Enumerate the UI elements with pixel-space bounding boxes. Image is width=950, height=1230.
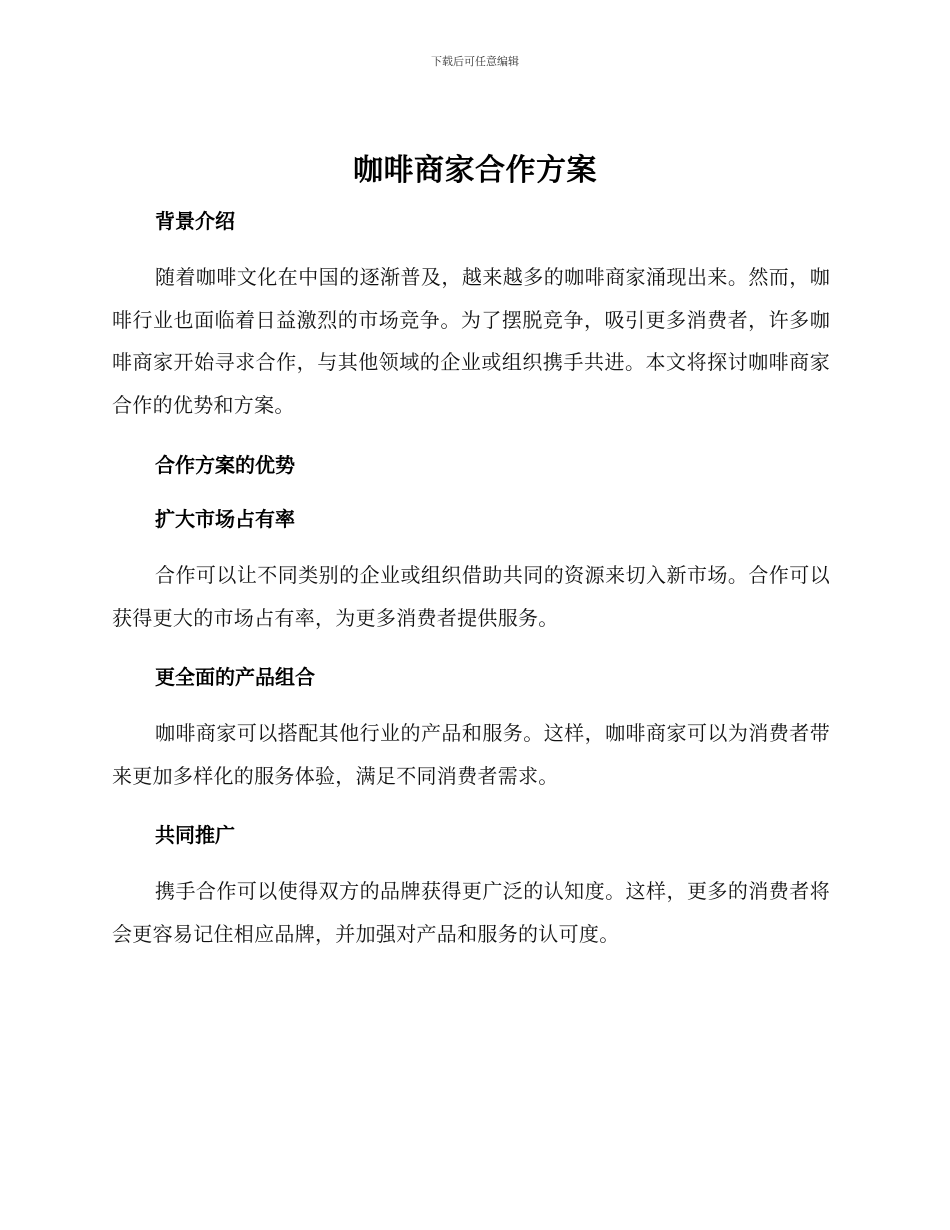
document-title: 咖啡商家合作方案 <box>353 153 597 188</box>
section-heading-background: 背景介绍 <box>155 209 235 233</box>
section-heading-market-share: 扩大市场占有率 <box>155 507 295 531</box>
section-paragraph-market-share: 合作可以让不同类别的企业或组织借助共同的资源来切入新市场。合作可以获得更大的市场占有率，为更多消费者提供服务。 <box>112 563 830 630</box>
section-heading-product-mix: 更全面的产品组合 <box>155 665 315 689</box>
document-body <box>112 200 830 955</box>
section-heading-advantages: 合作方案的优势 <box>155 453 295 477</box>
section-paragraph-background: 随着咖啡文化在中国的逐渐普及，越来越多的咖啡商家涌现出来。然而，咖啡行业也面临着日益激烈的市场竞争。为了摆脱竞争，吸引更多消费者，许多咖啡商家开始寻求合作，与其他领域的企业或组织携手共进。本文将探讨咖啡商家合作的优势和方案。 <box>112 265 830 417</box>
section-paragraph-product-mix: 咖啡商家可以搭配其他行业的产品和服务。这样，咖啡商家可以为消费者带来更加多样化的服务体验，满足不同消费者需求。 <box>112 721 830 788</box>
section-paragraph-co-promotion: 携手合作可以使得双方的品牌获得更广泛的认知度。这样，更多的消费者将会更容易记住相应品牌，并加强对产品和服务的认可度。 <box>112 879 830 946</box>
section-heading-co-promotion: 共同推广 <box>155 823 235 847</box>
page-header-note: 下载后可任意编辑 <box>431 55 519 68</box>
